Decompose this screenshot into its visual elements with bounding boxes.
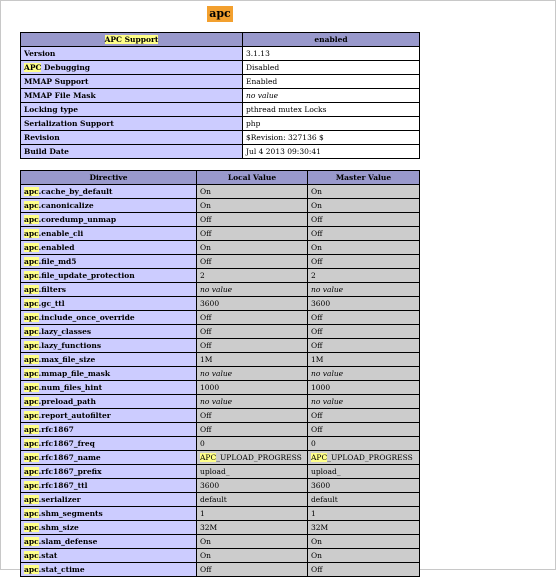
master-value: Off [308,339,420,353]
directive-row [21,353,420,367]
master-value: 3600 [308,297,420,311]
support-value: pthread mutex Locks [243,103,420,117]
directive-row [21,213,420,227]
search-highlight: apc [24,243,39,252]
directive-name: apc.slam_defense [21,535,197,549]
directive-row [21,199,420,213]
support-row [21,47,420,61]
directive-row [21,423,420,437]
search-highlight: apc [24,453,39,462]
local-value: APC_UPLOAD_PROGRESS [197,451,308,465]
search-highlight: apc [24,411,39,420]
local-value: 1M [197,353,308,367]
master-value: On [308,241,420,255]
local-value: On [197,185,308,199]
support-row [21,103,420,117]
directive-row [21,227,420,241]
local-value-column-header: Local Value [197,171,308,185]
support-label: MMAP File Mask [21,89,243,103]
search-highlight: apc [24,215,39,224]
directive-row [21,465,420,479]
directive-name: apc.num_files_hint [21,381,197,395]
support-row [21,131,420,145]
directive-column-header: Directive [21,171,197,185]
section-title: apc [207,6,233,22]
support-label: Locking type [21,103,243,117]
directive-row [21,241,420,255]
support-label: Serialization Support [21,117,243,131]
master-value-column-header: Master Value [308,171,420,185]
local-value: Off [197,423,308,437]
directive-row [21,311,420,325]
directive-row [21,269,420,283]
directive-row [21,493,420,507]
master-value: Off [308,227,420,241]
directive-name: apc.max_file_size [21,353,197,367]
directive-name: apc.file_update_protection [21,269,197,283]
directive-row [21,339,420,353]
local-value: On [197,549,308,563]
search-highlight: apc [24,383,39,392]
master-value: 1M [308,353,420,367]
directive-name: apc.enabled [21,241,197,255]
master-value: On [308,549,420,563]
support-header-label: APC Support [21,33,243,47]
search-highlight: apc [24,537,39,546]
directive-name: apc.report_autofilter [21,409,197,423]
support-value: Disabled [243,61,420,75]
directive-name: apc.shm_segments [21,507,197,521]
search-highlight: apc [24,397,39,406]
search-highlight: apc [24,341,39,350]
master-value: On [308,185,420,199]
apc-support-table [20,32,420,159]
search-highlight: apc [24,425,39,434]
directive-name: apc.rfc1867_prefix [21,465,197,479]
support-label: Version [21,47,243,61]
master-value: 1000 [308,381,420,395]
local-value: no value [197,395,308,409]
local-value: default [197,493,308,507]
support-row [21,145,420,159]
master-value: Off [308,213,420,227]
local-value: Off [197,563,308,577]
directive-name: apc.stat_ctime [21,563,197,577]
local-value: 3600 [197,479,308,493]
directives-header-row [21,171,420,185]
support-value: 3.1.13 [243,47,420,61]
directive-name: apc.lazy_functions [21,339,197,353]
master-value: 32M [308,521,420,535]
directives-table [20,170,420,577]
local-value: Off [197,325,308,339]
master-value: Off [308,409,420,423]
local-value: 1 [197,507,308,521]
directive-row [21,521,420,535]
directive-row [21,367,420,381]
search-highlight: apc [24,369,39,378]
search-highlight: apc [24,285,39,294]
search-highlight: APC [24,63,42,72]
directive-row [21,395,420,409]
search-highlight: apc [24,187,39,196]
master-value: APC_UPLOAD_PROGRESS [308,451,420,465]
search-highlight: APC [311,453,328,462]
master-value: Off [308,563,420,577]
master-value: 3600 [308,479,420,493]
directive-name: apc.gc_ttl [21,297,197,311]
master-value: 0 [308,437,420,451]
master-value: upload_ [308,465,420,479]
directive-row [21,451,420,465]
local-value: On [197,199,308,213]
support-label: Revision [21,131,243,145]
master-value: default [308,493,420,507]
local-value: upload_ [197,465,308,479]
search-highlight: apc [24,355,39,364]
local-value: Off [197,339,308,353]
local-value: Off [197,213,308,227]
directive-row [21,283,420,297]
search-highlight: apc [24,201,39,210]
directive-name: apc.preload_path [21,395,197,409]
local-value: 0 [197,437,308,451]
directive-row [21,549,420,563]
local-value: Off [197,409,308,423]
directive-name: apc.lazy_classes [21,325,197,339]
directive-row [21,409,420,423]
local-value: no value [197,367,308,381]
local-value: On [197,241,308,255]
directive-row [21,437,420,451]
support-value: no value [243,89,420,103]
support-label: APC Debugging [21,61,243,75]
support-header-value: enabled [243,33,420,47]
master-value: 2 [308,269,420,283]
directive-name: apc.shm_size [21,521,197,535]
directive-name: apc.coredump_unmap [21,213,197,227]
support-label: MMAP Support [21,75,243,89]
directive-name: apc.cache_by_default [21,185,197,199]
local-value: 2 [197,269,308,283]
support-label: Build Date [21,145,243,159]
local-value: 3600 [197,297,308,311]
support-row [21,61,420,75]
local-value: Off [197,311,308,325]
support-row [21,117,420,131]
directive-row [21,297,420,311]
directive-row [21,255,420,269]
directive-row [21,185,420,199]
search-highlight: apc [24,467,39,476]
support-row [21,75,420,89]
local-value: Off [197,255,308,269]
directive-row [21,535,420,549]
directive-name: apc.rfc1867 [21,423,197,437]
local-value: On [197,535,308,549]
master-value: Off [308,325,420,339]
search-highlight: APC [200,453,217,462]
directive-name: apc.file_md5 [21,255,197,269]
master-value: no value [308,283,420,297]
support-value: Enabled [243,75,420,89]
search-highlight: apc [24,229,39,238]
directive-name: apc.filters [21,283,197,297]
directive-name: apc.serializer [21,493,197,507]
directive-name: apc.mmap_file_mask [21,367,197,381]
support-value: Jul 4 2013 09:30:41 [243,145,420,159]
search-highlight: apc [24,313,39,322]
master-value: Off [308,423,420,437]
search-highlight: apc [24,551,39,560]
master-value: no value [308,367,420,381]
support-row [21,89,420,103]
directive-name: apc.include_once_override [21,311,197,325]
search-highlight: apc [24,523,39,532]
directive-name: apc.rfc1867_name [21,451,197,465]
master-value: On [308,535,420,549]
local-value: no value [197,283,308,297]
directive-name: apc.stat [21,549,197,563]
directive-name: apc.rfc1867_ttl [21,479,197,493]
directive-name: apc.enable_cli [21,227,197,241]
directive-name: apc.rfc1867_freq [21,437,197,451]
local-value: 32M [197,521,308,535]
search-highlight: apc [24,439,39,448]
directive-row [21,381,420,395]
search-highlight: apc [24,509,39,518]
directive-name: apc.canonicalize [21,199,197,213]
support-header-row [21,33,420,47]
master-value: Off [308,311,420,325]
support-value: $Revision: 327136 $ [243,131,420,145]
directive-row [21,507,420,521]
search-highlight: apc [24,481,39,490]
search-highlight: apc [24,271,39,280]
local-value: 1000 [197,381,308,395]
master-value: 1 [308,507,420,521]
master-value: On [308,199,420,213]
support-value: php [243,117,420,131]
search-highlight: apc [24,257,39,266]
directive-row [21,479,420,493]
local-value: Off [197,227,308,241]
search-highlight: apc [24,495,39,504]
directive-row [21,325,420,339]
search-highlight: apc [24,327,39,336]
master-value: Off [308,255,420,269]
search-highlight: apc [24,299,39,308]
master-value: no value [308,395,420,409]
search-highlight: apc [24,565,39,574]
